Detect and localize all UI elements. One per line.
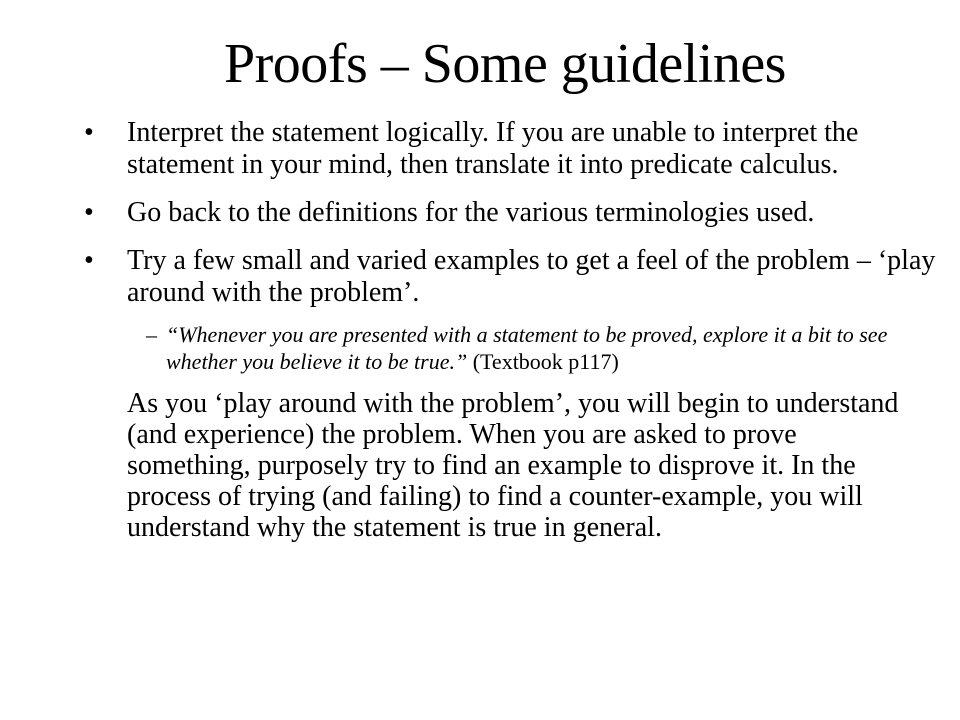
bullet-text: Interpret the statement logically. If you are unable to interpret the statement in your mind, then translate it into predicate calculus.	[127, 117, 859, 180]
bullet-item	[84, 117, 940, 181]
bullet-item	[84, 245, 940, 309]
bullet-symbol: •	[84, 245, 94, 276]
sub-bullet-item	[84, 321, 940, 375]
explanation-paragraph: As you ‘play around with the problem’, you will begin to understand (and experience) the problem. When you are asked to prove something, purposely try to find an example to disprove it. In the process of trying (and failing) to find a counter-example, you will understand why the statement is true in general.	[127, 388, 899, 543]
sub-bullet-quote: “Whenever you are presented with a statement to be proved, explore it a bit to see whether you believe it to be true.”	[166, 322, 888, 374]
sub-bullet-symbol: –	[146, 322, 157, 347]
bullet-symbol: •	[84, 197, 94, 228]
bullet-text: Try a few small and varied examples to get a feel of the problem – ‘play around with the problem’.	[127, 245, 936, 308]
bullet-text: Go back to the definitions for the various terminologies used.	[127, 197, 815, 228]
bullet-list	[84, 117, 940, 543]
slide-title: Proofs – Some guidelines	[224, 33, 786, 95]
sub-bullet-citation: (Textbook p117)	[467, 349, 619, 374]
bullet-symbol: •	[84, 117, 94, 148]
bullet-item	[84, 197, 940, 229]
